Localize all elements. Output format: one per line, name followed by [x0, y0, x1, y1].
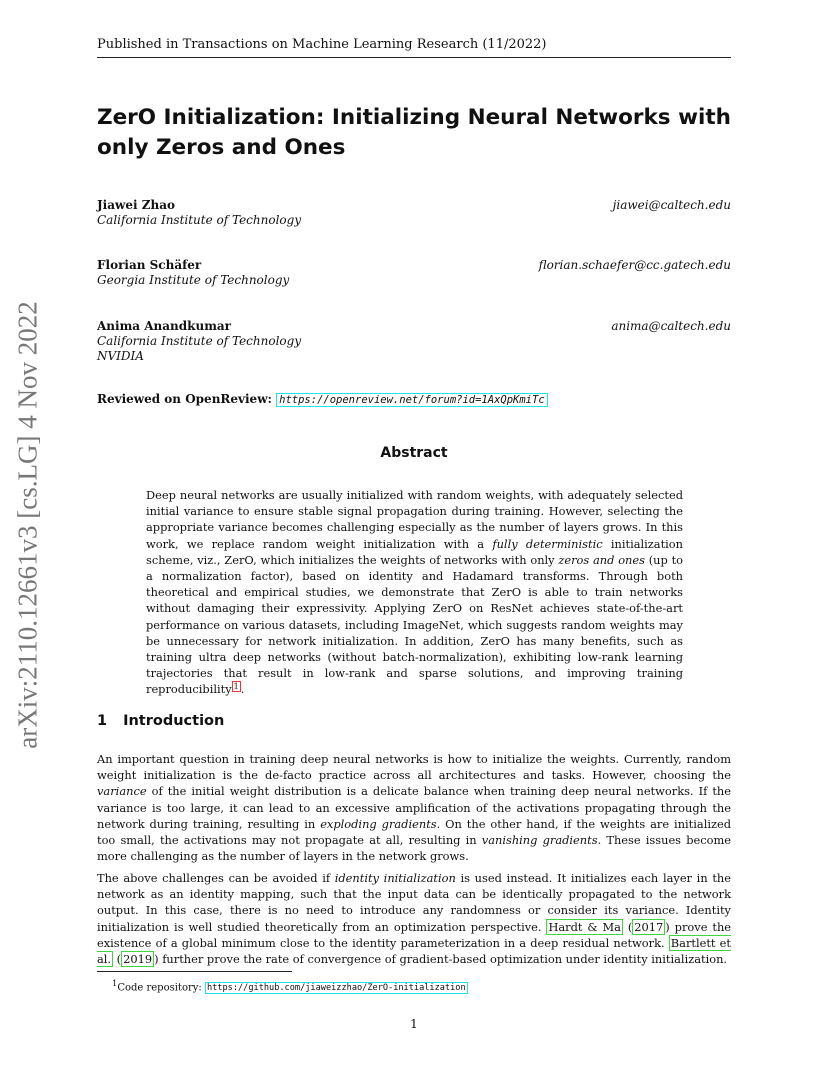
author-email[interactable]: anima@caltech.edu [611, 319, 731, 333]
footnote [112, 978, 468, 993]
citation-year-link[interactable]: 2019 [123, 952, 153, 967]
intro-paragraph-2: The above challenges can be avoided if identity initialization is used instead. It initializes each layer in the network as an identity mapping, such that the input data can be identically propagated to the network output. In this case, there is no need to introduce any randomness or consider its variance. Identity initialization is well studied theoretically from an optimization perspective. Hardt & Ma ( 2017 ) prove the existence of a global minimum close to the identity parameterization in a deep residual network. Bartlett et al. ( 2019 ) further prove the rate of convergence of gradient-based optimization under identity initialization. [97, 871, 732, 967]
intro-paragraph-1: An important question in training deep neural networks is how to initialize the weights. Currently, random weight initialization is the de-facto practice across all architectures and tasks. However, choosing the variance of the initial weight distribution is a delicate balance when training deep neural networks. If the variance is too large, it can lead to an excessive amplification of the activations propagating through the network during training, resulting in exploding gradients. On the other hand, if the weights are initialized too small, the activations may not propagate at all, resulting in vanishing gradients. These issues become more challenging as the number of layers in the network grows. [97, 752, 732, 864]
section-number: 1 [97, 713, 108, 729]
review-label: Reviewed on OpenReview: [97, 392, 272, 406]
author-name: Anima Anandkumar [97, 319, 232, 333]
author-affiliation: California Institute of Technology [97, 213, 302, 227]
author-block-1 [97, 198, 731, 228]
author-email[interactable]: florian.schaefer@cc.gatech.edu [538, 258, 731, 272]
author-block-3 [97, 319, 731, 364]
author-affiliation: NVIDIA [97, 349, 144, 363]
section-heading [97, 713, 224, 729]
journal-header: Published in Transactions on Machine Learning Research (11/2022) [97, 37, 731, 58]
review-line [97, 392, 548, 406]
footnote-ref-link[interactable]: 1 [233, 681, 239, 691]
openreview-link[interactable]: https://openreview.net/forum?id=1AxQpKmiTc [276, 393, 548, 407]
author-affiliation: Georgia Institute of Technology [97, 273, 290, 287]
author-affiliation: California Institute of Technology [97, 334, 302, 348]
footnote-divider [97, 971, 292, 972]
author-email[interactable]: jiawei@caltech.edu [612, 198, 731, 212]
page-number: 1 [410, 1017, 418, 1031]
abstract-text: Deep neural networks are usually initialized with random weights, with adequately selected initial variance to ensure stable signal propagation during training. However, selecting the appropriate variance becomes challenging especially as the number of layers grows. In this work, we replace random weight initialization with a fully deterministic initialization scheme, viz., ZerO, which initializes the weights of networks with only zeros and ones (up to a normalization factor), based on identity and Hadamard transforms. Through both theoretical and empirical studies, we demonstrate that ZerO is able to train networks without damaging their expressivity. Applying ZerO on ResNet achieves state-of-the-art performance on various datasets, including ImageNet, which suggests random weights may be unnecessary for network initialization. In addition, ZerO has many benefits, such as training ultra deep networks (without batch-normalization), exhibiting low-rank learning trajectories that result in low-rank and sparse solutions, and improving training reproducibility $^1$ . [146, 488, 683, 697]
citation-link[interactable]: Hardt & Ma [548, 919, 621, 934]
author-name: Florian Schäfer [97, 258, 202, 272]
arxiv-identifier: arXiv:2110.12661v3 [cs.LG] 4 Nov 2022 [12, 301, 43, 749]
abstract-heading: Abstract [380, 445, 448, 461]
arxiv-sidebar [8, 290, 48, 760]
footnote-label: Code repository: [117, 982, 205, 994]
citation-link[interactable]: Bartlett et al. [97, 935, 731, 967]
author-name: Jiawei Zhao [97, 198, 175, 212]
code-repository-link[interactable]: https://github.com/jiaweizzhao/ZerO-initialization [206, 983, 466, 994]
section-title: Introduction [123, 713, 225, 729]
footnote-mark: 1 [112, 978, 118, 988]
citation-year-link[interactable]: 2017 [634, 919, 664, 934]
paper-title: ZerO Initialization: Initializing Neural Networks with only Zeros and Ones [97, 105, 731, 160]
author-block-2 [97, 258, 731, 288]
